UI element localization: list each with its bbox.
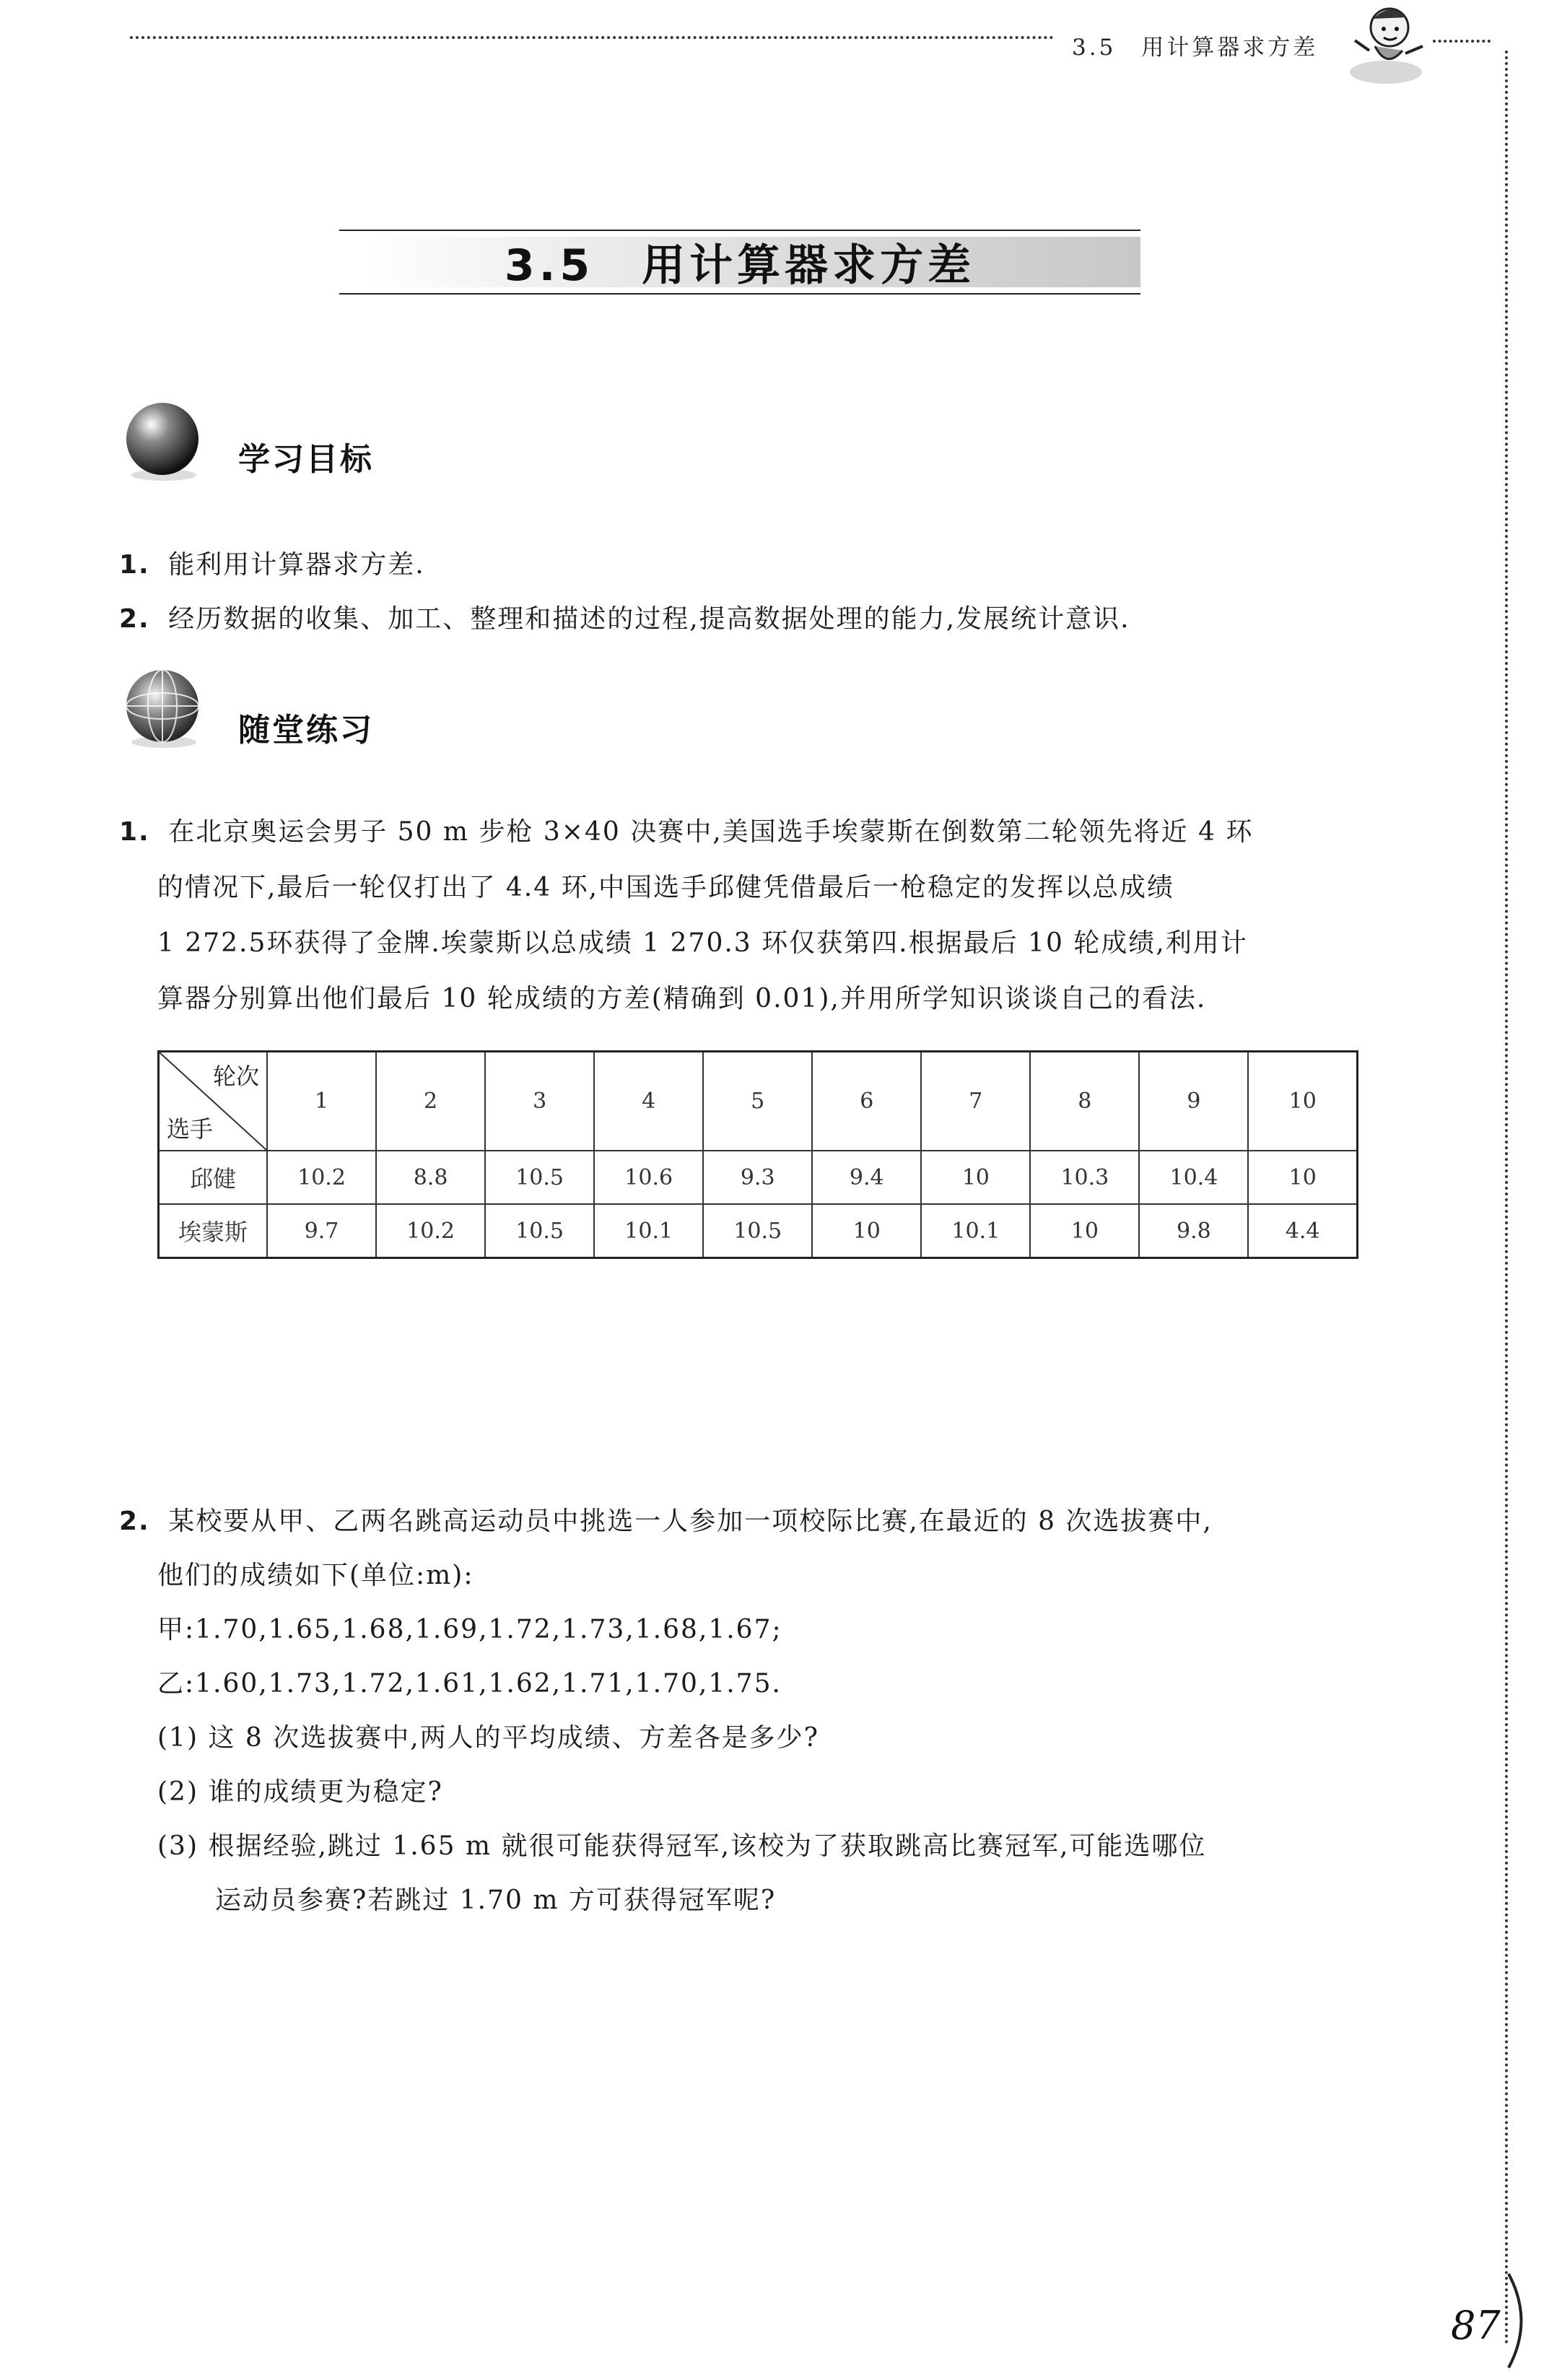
page-title: 3.5 用计算器求方差 <box>504 240 976 291</box>
score-cell: 10.4 <box>1139 1151 1248 1204</box>
player-name: 埃蒙斯 <box>159 1204 268 1258</box>
score-cell: 10.1 <box>594 1204 703 1258</box>
mascot-illustration <box>1339 0 1433 87</box>
chapter-title-bar <box>339 230 1140 295</box>
round-header: 4 <box>594 1052 703 1151</box>
corner-label-rounds: 轮次 <box>212 1063 259 1090</box>
sub-question-3: (3) 根据经验,跳过 1.65 m 就很可能获得冠军,该校为了获取跳高比赛冠军,可能选哪位 <box>157 1831 1207 1861</box>
question-1-line: 的情况下,最后一轮仅打出了 4.4 环,中国选手邱健凭借最后一枪稳定的发挥以总成绩 <box>157 873 1175 902</box>
objective-number: 2. <box>119 604 150 634</box>
score-cell: 4.4 <box>1248 1204 1357 1258</box>
score-cell: 10.2 <box>267 1151 376 1204</box>
data-yi: 乙:1.60,1.73,1.72,1.61,1.62,1.71,1.70,1.75. <box>157 1669 782 1699</box>
section-heading-practice: 随堂练习 <box>238 712 374 749</box>
question-2-line <box>119 1509 1213 1535</box>
sub-question-3-continued: 运动员参赛?若跳过 1.70 m 方可获得冠军呢? <box>215 1886 777 1915</box>
globe-icon <box>119 664 206 751</box>
question-number: 2. <box>119 1507 150 1536</box>
score-cell: 9.4 <box>812 1151 921 1204</box>
score-cell: 10 <box>812 1204 921 1258</box>
score-cell: 10.5 <box>703 1204 812 1258</box>
section-heading-objectives: 学习目标 <box>238 441 374 478</box>
score-cell: 10.6 <box>594 1151 703 1204</box>
table-row <box>159 1151 1358 1204</box>
score-cell: 10 <box>1030 1204 1139 1258</box>
question-2-line: 他们的成绩如下(单位:m): <box>157 1561 474 1590</box>
data-jia: 甲:1.70,1.65,1.68,1.69,1.72,1.73,1.68,1.67; <box>157 1615 782 1644</box>
question-number: 1. <box>119 817 150 847</box>
round-header: 8 <box>1030 1052 1139 1151</box>
round-header: 5 <box>703 1052 812 1151</box>
round-header: 1 <box>267 1052 376 1151</box>
score-cell: 10 <box>1248 1151 1357 1204</box>
score-cell: 10.5 <box>485 1151 594 1204</box>
player-name: 邱健 <box>159 1151 268 1204</box>
score-cell: 10 <box>921 1151 1030 1204</box>
score-cell: 9.8 <box>1139 1204 1248 1258</box>
table-row <box>159 1204 1358 1258</box>
sphere-icon <box>119 397 206 484</box>
objective-item <box>119 552 425 578</box>
sub-question-2: (2) 谁的成绩更为稳定? <box>157 1777 443 1807</box>
page-number: 87 <box>1451 2303 1501 2348</box>
question-2-text: 某校要从甲、乙两名跳高运动员中挑选一人参加一项校际比赛,在最近的 8 次选拔赛中, <box>168 1507 1213 1536</box>
objective-number: 1. <box>119 550 150 580</box>
round-header: 9 <box>1139 1052 1248 1151</box>
header-dotted-rule-right <box>1433 40 1491 43</box>
scores-table <box>157 1050 1358 1259</box>
score-cell: 10.1 <box>921 1204 1030 1258</box>
diagonal-corner-cell <box>159 1052 268 1151</box>
right-margin-dotted-rule <box>1505 51 1508 2346</box>
score-cell: 10.2 <box>376 1204 485 1258</box>
round-header: 6 <box>812 1052 921 1151</box>
table-header-row <box>159 1052 1358 1151</box>
round-header: 10 <box>1248 1052 1357 1151</box>
question-1-text: 在北京奥运会男子 50 m 步枪 3×40 决赛中,美国选手埃蒙斯在倒数第二轮领先将近 4 环 <box>168 817 1254 847</box>
sub-question-1: (1) 这 8 次选拔赛中,两人的平均成绩、方差各是多少? <box>157 1723 819 1753</box>
score-cell: 10.5 <box>485 1204 594 1258</box>
objective-item <box>119 606 1130 632</box>
round-header: 7 <box>921 1052 1030 1151</box>
score-cell: 9.7 <box>267 1204 376 1258</box>
round-header: 3 <box>485 1052 594 1151</box>
objective-text: 能利用计算器求方差. <box>168 550 425 580</box>
header-dotted-rule-left <box>130 36 1054 39</box>
score-cell: 10.3 <box>1030 1151 1139 1204</box>
question-1-line: 算器分别算出他们最后 10 轮成绩的方差(精确到 0.01),并用所学知识谈谈自己的看法. <box>157 984 1207 1014</box>
corner-label-players: 选手 <box>167 1115 214 1143</box>
round-header: 2 <box>376 1052 485 1151</box>
score-cell: 9.3 <box>703 1151 812 1204</box>
question-1-line <box>119 819 1253 845</box>
running-head: 3.5 用计算器求方差 <box>1072 35 1319 61</box>
objective-text: 经历数据的收集、加工、整理和描述的过程,提高数据处理的能力,发展统计意识. <box>168 604 1130 634</box>
question-1-line: 1 272.5环获得了金牌.埃蒙斯以总成绩 1 270.3 环仅获第四.根据最后 10 轮成绩,利用计 <box>157 928 1248 958</box>
score-cell: 8.8 <box>376 1151 485 1204</box>
